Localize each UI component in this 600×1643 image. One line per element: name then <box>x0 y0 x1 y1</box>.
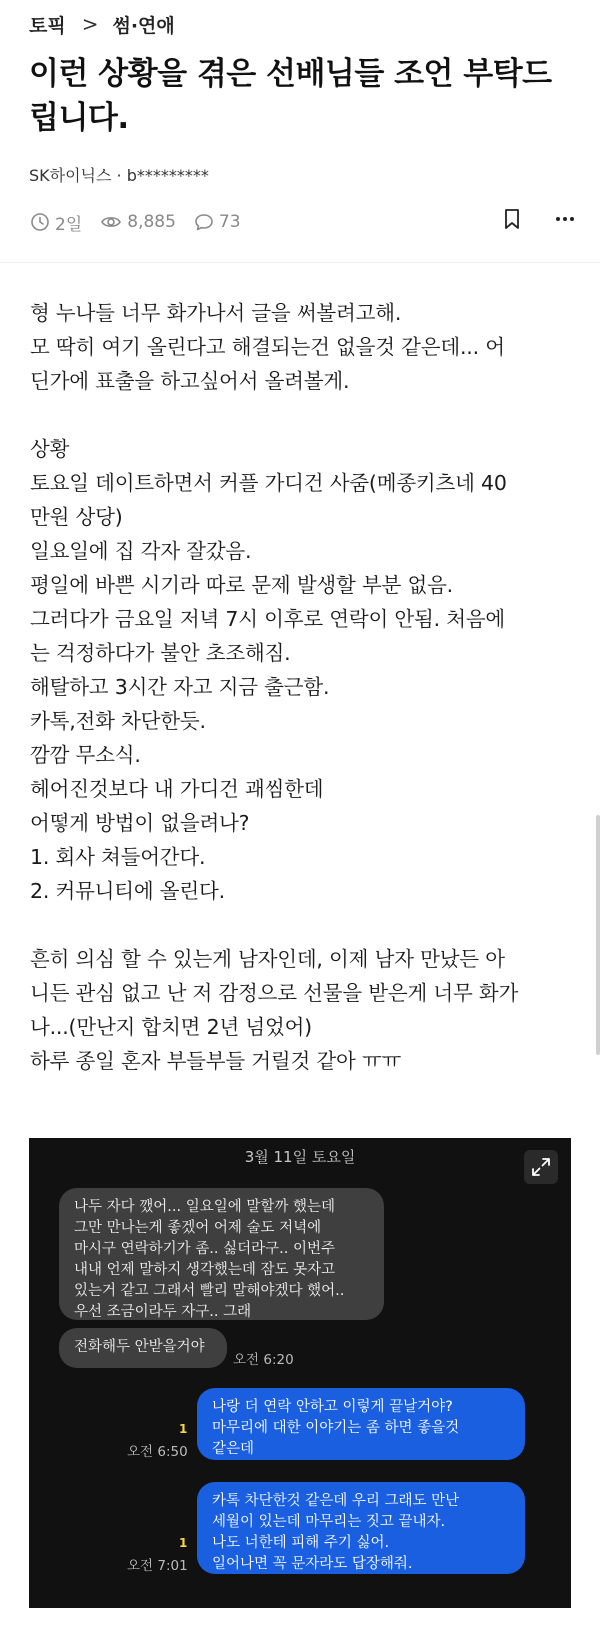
post-views <box>100 212 176 232</box>
message-line: 나도 너한테 피해 주기 싫어. <box>212 1535 390 1551</box>
breadcrumb-category-link[interactable]: 썸·연애 <box>112 14 175 37</box>
body-line: 모 딱히 여기 올린다고 해결되는건 없을것 같은데... 어 <box>30 335 505 359</box>
message-time: 오전 6:20 <box>233 1352 294 1368</box>
breadcrumb <box>29 11 175 37</box>
message-line: 같은데 <box>212 1441 255 1457</box>
scrollbar[interactable] <box>596 815 600 1055</box>
message-time: 오전 6:50 <box>127 1444 188 1460</box>
post-views-value: 8,885 <box>127 212 176 232</box>
body-line: 흔히 의심 할 수 있는게 남자인데, 이제 남자 만났든 아 <box>30 947 505 971</box>
unread-count: 1 <box>179 1422 188 1436</box>
body-line: 하루 종일 혼자 부들부들 거릴것 같아 ㅠㅠ <box>30 1049 402 1073</box>
body-line: 딘가에 표출을 하고싶어서 올려볼게. <box>30 369 350 393</box>
message-line: 나랑 더 연락 안하고 이렇게 끝날거야? <box>212 1399 453 1415</box>
speech-bubble-icon <box>194 212 214 232</box>
more-horizontal-icon[interactable] <box>555 216 575 222</box>
eye-icon <box>100 212 122 232</box>
post-title: 이런 상황을 겪은 선배님들 조언 부탁드립니다. <box>29 56 552 136</box>
message-line: 일어나면 꼭 문자라도 답장해줘. <box>212 1556 413 1572</box>
post-author[interactable]: SK하이닉스 · b********* <box>29 166 209 185</box>
message-line: 나두 자다 깼어... 일요일에 말할까 했는데 <box>74 1199 335 1215</box>
sent-message-bubble[interactable] <box>197 1482 525 1574</box>
message-line: 전화해두 안받을거야 <box>74 1339 205 1355</box>
message-time: 오전 7:01 <box>127 1558 188 1574</box>
message-line: 내내 언제 말하지 생각했는데 잠도 못자고 <box>74 1262 336 1278</box>
post-time-value: 2일 <box>55 214 83 235</box>
post-stats <box>30 206 575 238</box>
body-line: 그러다가 금요일 저녁 7시 이후로 연락이 안됨. 처음에 <box>30 607 506 631</box>
message-line: 있는거 같고 그래서 빨리 말해야겠다 했어.. <box>74 1283 345 1299</box>
body-line: 헤어진것보다 내 가디건 괘씸한데 <box>30 777 324 801</box>
blank-line <box>30 398 575 432</box>
message-line: 그만 만나는게 좋겠어 어제 술도 저녁에 <box>74 1220 322 1236</box>
body-line: 2. 커뮤니티에 올린다. <box>30 879 225 903</box>
breadcrumb-topic-link[interactable]: 토픽 <box>29 14 66 37</box>
expand-button[interactable] <box>524 1150 558 1184</box>
body-line: 나...(만난지 합치면 2년 넘었어) <box>30 1015 312 1039</box>
chevron-right-icon: > <box>81 12 99 36</box>
body-line: 평일에 바쁜 시기라 따로 문제 발생할 부분 없음. <box>30 573 453 597</box>
body-line: 만원 상당) <box>30 505 123 529</box>
post-time <box>30 210 82 235</box>
body-line: 어떻게 방법이 없을려나? <box>30 811 250 835</box>
sent-message-bubble[interactable] <box>197 1388 525 1460</box>
body-line: 토요일 데이트하면서 커플 가디건 사줌(메종키츠네 40 <box>30 471 507 495</box>
chat-date: 3월 11일 토요일 <box>244 1148 356 1166</box>
post-comments-value: 73 <box>218 212 241 232</box>
message-line: 마시구 연락하기가 좀.. 싫더라구.. 이번주 <box>74 1241 335 1257</box>
message-line: 우선 조금이라두 자구.. 그래 <box>74 1304 252 1320</box>
body-line: 형 누나들 너무 화가나서 글을 써볼려고해. <box>30 301 402 325</box>
body-line: 상황 <box>30 437 70 461</box>
post-body <box>30 296 575 1078</box>
received-message-bubble[interactable] <box>59 1328 227 1368</box>
message-line: 세월이 있는데 마무리는 짓고 끝내자. <box>212 1514 446 1530</box>
bookmark-icon[interactable] <box>503 208 521 230</box>
expand-icon <box>530 1156 552 1178</box>
chat-screenshot[interactable] <box>29 1138 571 1608</box>
body-line: 깜깜 무소식. <box>30 743 141 767</box>
message-line: 마무리에 대한 이야기는 좀 하면 좋을것 <box>212 1420 460 1436</box>
header-divider <box>0 262 600 263</box>
blank-line <box>30 908 575 942</box>
body-line: 일요일에 집 각자 잘갔음. <box>30 539 252 563</box>
post-comments[interactable] <box>194 212 241 232</box>
message-line: 카톡 차단한것 같은데 우리 그래도 만난 <box>212 1493 460 1509</box>
unread-count: 1 <box>179 1536 188 1550</box>
body-line: 카톡,전화 차단한듯. <box>30 709 206 733</box>
body-line: 1. 회사 쳐들어간다. <box>30 845 206 869</box>
received-message-bubble[interactable] <box>59 1188 384 1320</box>
body-line: 해탈하고 3시간 자고 지금 출근함. <box>30 675 330 699</box>
body-line: 니든 관심 없고 난 저 감정으로 선물을 받은게 너무 화가 <box>30 981 519 1005</box>
body-line: 는 걱정하다가 불안 초조해짐. <box>30 641 291 665</box>
clock-icon <box>30 212 50 232</box>
